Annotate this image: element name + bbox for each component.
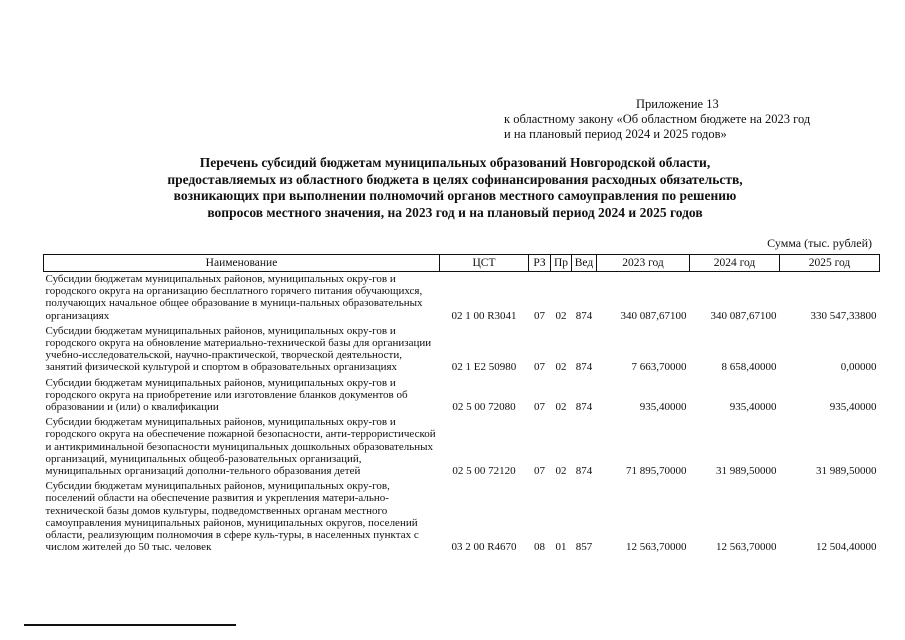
row-ved: 874 [575,361,593,374]
row-rz: 07 [534,465,545,478]
row-2025: 330 547,33800 [810,309,877,322]
appendix-header [504,97,884,142]
header-2024: 2024 год [690,255,780,272]
row-name: Субсидии бюджетам муниципальных районов, муниципальных окру-гов и городского округа на обеспечение пожарной безопасности, анти-террористической и антикриминальной безопасности муниципальных дошкольных образовательных организаций, муниципальных общеоб-разовательных организаций, муниципальных организаций дополни-тельного образования детей [45,416,436,478]
row-2023: 12 563,70000 [626,541,687,554]
table-row [44,272,880,324]
row-rz: 07 [534,309,545,322]
row-2023: 71 895,70000 [626,465,687,478]
row-2024: 31 989,50000 [716,465,777,478]
row-rz: 07 [534,361,545,374]
row-ved: 874 [575,309,593,322]
row-pr: 02 [555,309,567,322]
row-2024: 8 658,40000 [721,361,777,374]
row-ved: 857 [575,541,593,554]
header-rz: РЗ [529,255,551,272]
row-2024: 340 087,67100 [710,309,777,322]
title-line-1: Перечень субсидий бюджетам муниципальных образований Новгородской области, [199,155,711,170]
row-2023: 340 087,67100 [620,309,687,322]
header-ved: Вед [572,255,597,272]
row-2023: 7 663,70000 [631,361,687,374]
row-2025: 31 989,50000 [816,465,877,478]
row-cst: 02 1 Е2 50980 [451,361,517,374]
appendix-number: Приложение 13 [636,97,719,111]
row-2024: 935,40000 [729,401,777,414]
header-cst: ЦСТ [440,255,529,272]
row-pr: 01 [555,541,567,554]
row-2025: 935,40000 [829,401,877,414]
table-row [44,324,880,376]
subsidies-table [43,254,880,555]
row-rz: 07 [534,401,545,414]
document-title [70,155,840,221]
table-row [44,376,880,416]
row-ved: 874 [575,401,593,414]
row-2025: 0,00000 [840,361,877,374]
row-name: Субсидии бюджетам муниципальных районов, муниципальных окру-гов, поселений области на обеспечение развития и укрепления матери-ально-технической базы домов культуры, подведомственных органам местного самоуправления муниципальных районов, муниципальных округов, поселений области, реализующим полномочия в сфере куль-туры, в населенных пунктах с числом жителей до 50 тыс. человек [45,480,419,554]
row-2025: 12 504,40000 [816,541,877,554]
row-rz: 08 [534,541,545,554]
row-2023: 935,40000 [639,401,687,414]
row-name: Субсидии бюджетам муниципальных районов, муниципальных окру-гов и городского округа на обновление материально-технической базы для организации учебно-исследовательской, научно-практической, творческой деятельности, занятий физической культурой и спортом в образовательных организациях [45,324,432,374]
row-2024: 12 563,70000 [716,541,777,554]
appendix-line-2: и на плановый период 2024 и 2025 годов» [504,127,727,141]
row-pr: 02 [555,361,567,374]
header-name: Наименование [44,255,440,272]
row-pr: 02 [555,465,567,478]
row-pr: 02 [555,401,567,414]
row-cst: 02 5 00 72080 [452,401,516,414]
row-name: Субсидии бюджетам муниципальных районов, муниципальных окру-гов и городского округа на приобретение или изготовление бланков документов об образовании и (или) о квалификации [45,376,408,414]
header-2025: 2025 год [780,255,880,272]
row-cst: 03 2 00 R4670 [451,541,517,554]
table-header-row [44,255,880,272]
title-line-3: возникающих при выполнении полномочий органов местного самоуправления по решению [173,188,737,203]
header-pr: Пр [551,255,572,272]
row-ved: 874 [575,465,593,478]
title-line-2: предоставляемых из областного бюджета в целях софинансирования расходных обязательств, [167,171,743,187]
table-row [44,479,880,555]
table-row [44,415,880,479]
units-label: Сумма (тыс. рублей) [767,236,872,250]
appendix-line-1: к областному закону «Об областном бюджете на 2023 год [504,112,811,126]
header-2023: 2023 год [597,255,690,272]
row-cst: 02 1 00 R3041 [451,309,517,322]
row-cst: 02 5 00 72120 [452,465,516,478]
footer-divider [24,624,236,626]
row-name: Субсидии бюджетам муниципальных районов, муниципальных окру-гов и городского округа на организацию бесплатного горячего питания обучающихся, получающих начальное общее образование в муници-пальных образовательных организациях [45,273,423,322]
title-line-4: вопросов местного значения, на 2023 год и на плановый период 2024 и 2025 годов [207,204,703,220]
